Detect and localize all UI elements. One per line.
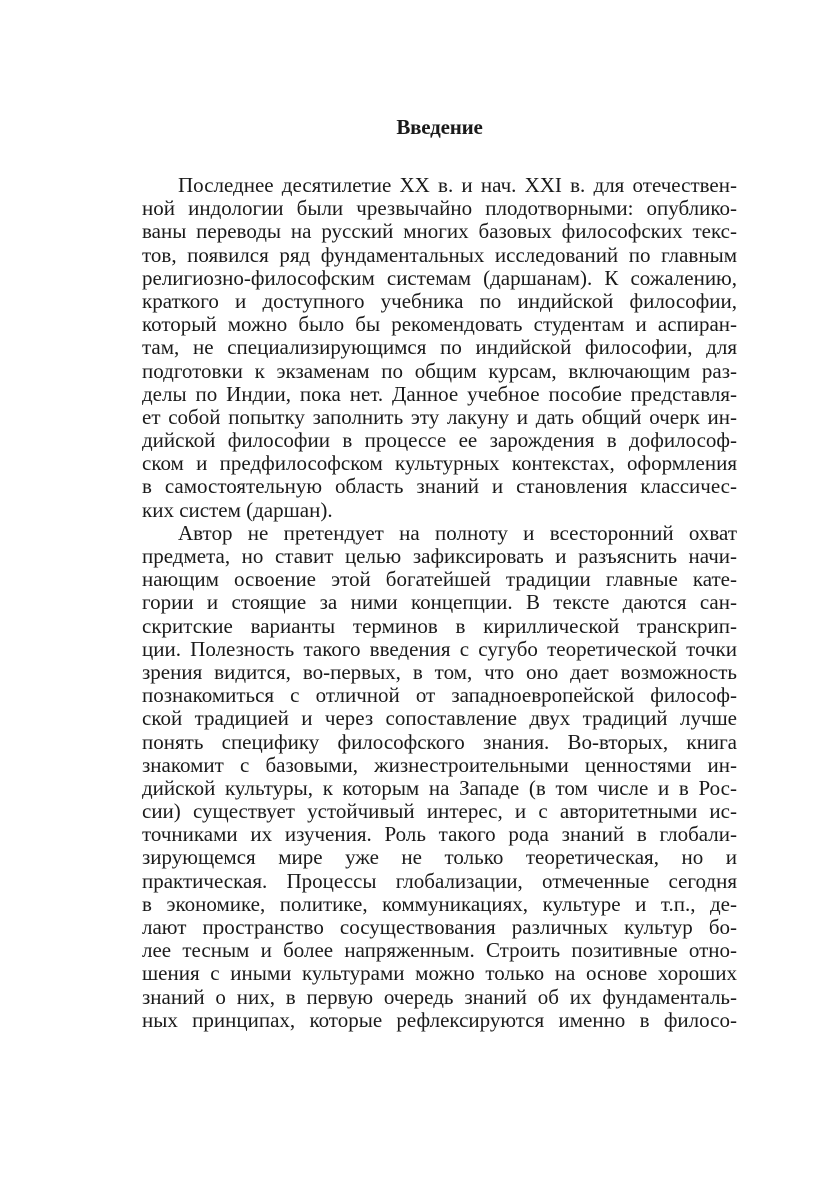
text-line: подготовки к экзаменам по общим курсам, включающим раз- — [142, 358, 737, 383]
text-line: шения с иными культурами можно только на основе хороших — [142, 961, 737, 986]
text-line: предмета, но ставит целью зафиксировать и разъяснить начи- — [142, 544, 737, 568]
body-text — [142, 174, 737, 1032]
text-line: Автор не претендует на полноту и всесторонний охват — [178, 520, 737, 545]
text-line: гории и стоящие за ними концепции. В тексте даются сан- — [142, 590, 737, 615]
text-line: который можно было бы рекомендовать студентам и аспиран- — [142, 312, 737, 337]
paragraph-1 — [142, 174, 737, 522]
text-line: ции. Полезность такого введения с сугубо теоретической точки — [142, 636, 737, 661]
text-line: делы по Индии, пока нет. Данное учебное пособие представля- — [142, 381, 737, 406]
text-line: знакомит с базовыми, жизнестроительными ценностями ин- — [142, 752, 737, 777]
text-line: зрения видится, во-первых, в том, что оно дает возможность — [142, 659, 737, 684]
text-line: нающим освоение этой богатейшей традиции главные кате- — [142, 567, 737, 592]
text-line: краткого и доступного учебника по индийской философии, — [142, 288, 737, 313]
text-line: понять специфику философского знания. Во-вторых, книга — [142, 729, 737, 754]
page-title: Введение — [396, 115, 483, 139]
text-line: Последнее десятилетие XX в. и нач. XXI в. для отечествен- — [178, 173, 737, 197]
text-line: ской традицией и через сопоставление двух традиций лучше — [142, 706, 737, 731]
text-line: лее тесным и более напряженным. Строить позитивные отно- — [142, 938, 737, 963]
text-line: в самостоятельную область знаний и становления классичес- — [142, 474, 737, 499]
text-line: ких систем (даршан). — [142, 497, 333, 522]
text-line: ных принципах, которые рефлексируются именно в филосо- — [142, 1007, 737, 1032]
text-line: практическая. Процессы глобализации, отмеченные сегодня — [142, 868, 737, 893]
text-line: зирующемся мире уже не только теоретическая, но и — [142, 845, 737, 870]
text-line: ет собой попытку заполнить эту лакуну и дать общий очерк ин- — [142, 404, 737, 429]
text-line: точниками их изучения. Роль такого рода знаний в глобали- — [142, 822, 737, 847]
text-line: там, не специализирующимся по индийской философии, для — [142, 335, 737, 360]
text-line: лают пространство сосуществования различных культур бо- — [142, 915, 737, 939]
paragraph-2 — [142, 522, 737, 1032]
document-page — [142, 112, 737, 1032]
text-line: скритские варианты терминов в кириллической транскрип- — [142, 613, 737, 638]
text-line: ваны переводы на русский многих базовых философских текс- — [142, 219, 737, 244]
text-line: религиозно-философским системам (даршанам). К сожалению, — [142, 265, 737, 290]
text-line: дийской философии в процессе ее зарождения в дофилософ- — [142, 428, 737, 453]
text-line: ском и предфилософском культурных контекстах, оформления — [142, 451, 737, 476]
text-line: сии) существует устойчивый интерес, и с авторитетными ис- — [142, 799, 737, 824]
text-line: дийской культуры, к которым на Западе (в том числе и в Рос- — [142, 775, 737, 800]
text-line: тов, появился ряд фундаментальных исследований по главным — [142, 242, 737, 267]
text-line: знаний о них, в первую очередь знаний об их фундаменталь- — [142, 984, 737, 1009]
text-line: ной индологии были чрезвычайно плодотворными: опублико- — [142, 196, 737, 221]
text-line: в экономике, политике, коммуникациях, культуре и т.п., де- — [142, 891, 737, 916]
text-line: познакомиться с отличной от западноевропейской философ- — [142, 683, 737, 708]
